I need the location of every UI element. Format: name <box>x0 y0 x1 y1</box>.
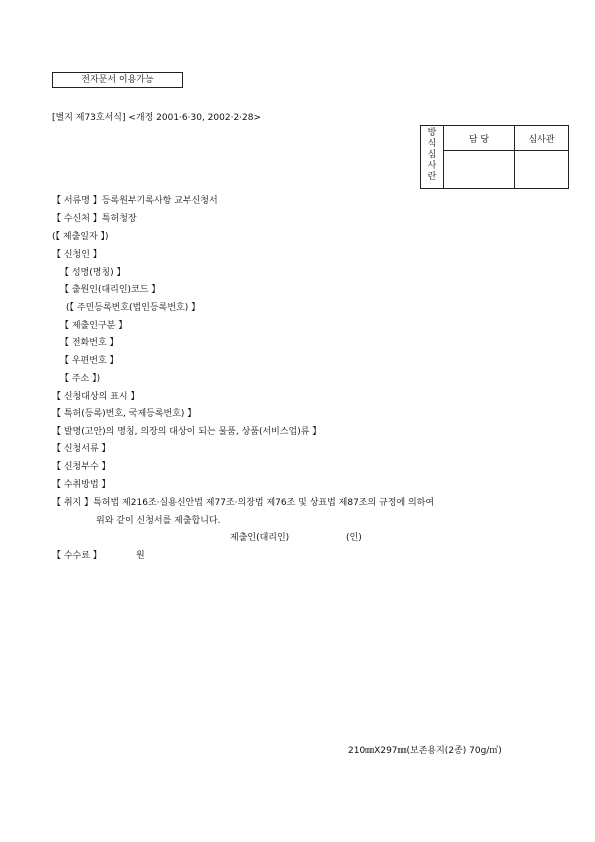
applicant-name: 【 성명(명칭) 】 <box>60 268 126 278</box>
request-documents: 【 신청서류 】 <box>52 444 111 454</box>
paper-specification: 210㎜X297㎜(보존용지(2종) 70g/㎡) <box>348 746 502 756</box>
purpose-line-2: 위와 같이 신청서를 제출합니다. <box>96 516 221 526</box>
address: 【 주소 】) <box>60 374 101 384</box>
examiner-seal-cell <box>515 151 569 189</box>
examiner-header: 심사관 <box>515 126 569 151</box>
review-label-cell <box>421 126 444 189</box>
purpose-line-1: 【 취지 】특허법 제216조·실용신안법 제77조·의장법 제76조 및 상표법 제87조의 규정에 의하여 <box>52 498 435 508</box>
applicant-code: 【 출원인(대리인)코드 】 <box>60 285 161 295</box>
applicant-heading: 【 신청인 】 <box>52 250 102 260</box>
fee-label: 【 수수료 】 <box>52 551 102 561</box>
review-stamp-table <box>420 125 569 189</box>
form-number: [별지 제73호서식] <개정 2001·6·30, 2002·2·28> <box>52 113 262 123</box>
submitter-signature-label: 제출인(대리인) <box>230 533 290 543</box>
recipient: 【 수신처 】특허청장 <box>52 214 137 224</box>
submission-date: (【 제출일자 】) <box>52 232 109 242</box>
document-name: 【 서류명 】등록원부기록사항 교부신청서 <box>52 196 218 206</box>
review-label-text: 방식심사란 <box>427 128 437 182</box>
receive-method: 【 수취방법 】 <box>52 480 111 490</box>
submitter-type: 【 제출인구분 】 <box>60 321 128 331</box>
in-charge-seal-cell <box>444 151 515 189</box>
patent-number: 【 특허(등록)번호, 국제등록번호) 】 <box>52 409 197 419</box>
electronic-document-label: 전자문서 이용가능 <box>52 72 183 88</box>
request-copies: 【 신청부수 】 <box>52 462 111 472</box>
postal-code: 【 우편번호 】 <box>60 356 119 366</box>
invention-name: 【 발명(고안)의 명칭, 의장의 대상이 되는 물품, 상품(서비스업)류 】 <box>52 427 322 437</box>
phone-number: 【 전화번호 】 <box>60 338 119 348</box>
resident-number: (【 주민등록번호(법인등록번호) 】 <box>66 303 201 313</box>
target-display: 【 신청대상의 표시 】 <box>52 392 140 402</box>
fee-unit: 원 <box>136 551 145 561</box>
in-charge-header: 담 당 <box>444 126 515 151</box>
seal-mark: (인) <box>346 533 362 543</box>
review-label <box>421 126 443 188</box>
